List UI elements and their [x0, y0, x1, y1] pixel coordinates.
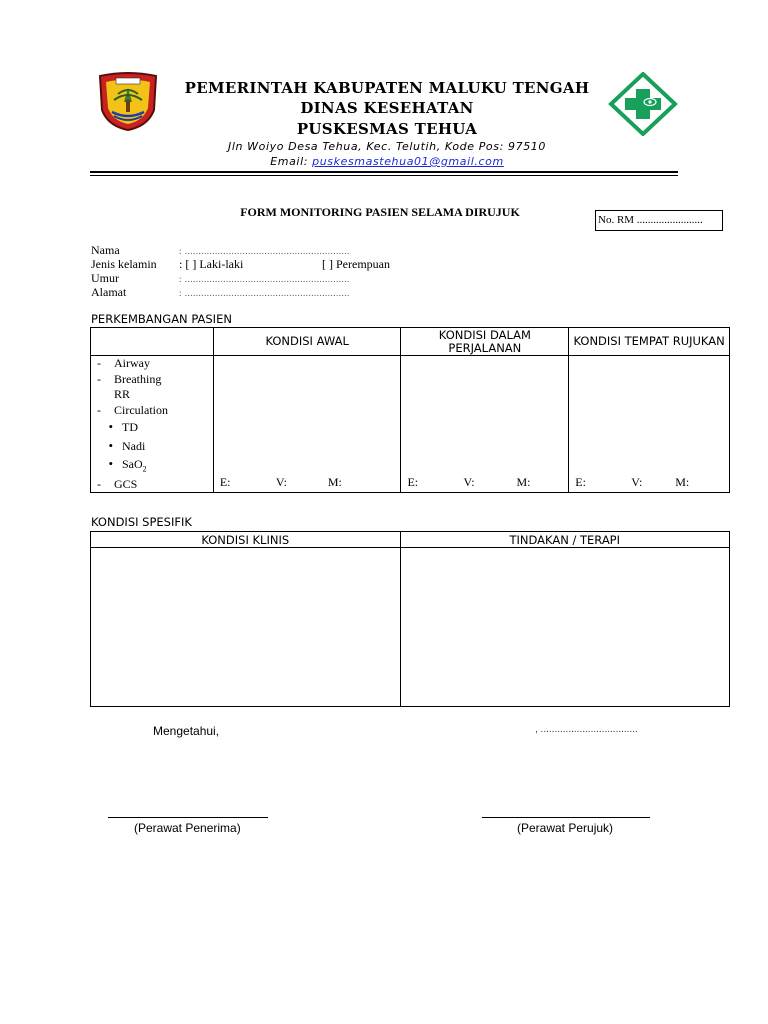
header-line-3: PUSKESMAS TEHUA	[296, 120, 478, 138]
role-perawat-penerima: (Perawat Penerima)	[134, 821, 241, 835]
field-value-nama[interactable]: : ............................................................	[179, 246, 350, 256]
bullet-icon	[97, 419, 122, 436]
email-label: Email:	[270, 155, 309, 168]
list-item: RR	[114, 387, 131, 401]
gcs-e-label: E:	[575, 475, 586, 490]
gcs-m-label: M:	[675, 475, 690, 490]
bullet-icon	[97, 438, 122, 455]
parameter-list-cell	[91, 356, 214, 493]
gcs-v-label: V:	[631, 475, 643, 490]
section-title-spesifik: KONDISI SPESIFIK	[91, 515, 192, 529]
kondisi-rujukan-cell[interactable]	[569, 356, 730, 493]
list-item: - Airway	[97, 356, 150, 370]
tindakan-terapi-cell[interactable]	[400, 548, 730, 707]
no-rm-field[interactable]: No. RM ........................	[595, 210, 723, 231]
field-value-alamat[interactable]: : ............................................................	[179, 288, 350, 298]
parameter-list	[91, 356, 213, 492]
gcs-e-label: E:	[219, 475, 231, 490]
checkbox-perempuan[interactable]: [ ] Perempuan	[322, 257, 390, 271]
perkembangan-table	[90, 327, 730, 493]
gcs-v-label: V:	[275, 475, 287, 490]
puskesmas-cross-logo	[608, 72, 678, 136]
header-kondisi-rujukan: KONDISI TEMPAT RUJUKAN	[569, 328, 730, 356]
date-field[interactable]: , ...................................	[535, 724, 638, 735]
bullet-icon	[97, 456, 122, 473]
kondisi-awal-cell[interactable]	[213, 356, 401, 493]
field-label-nama: Nama	[91, 243, 120, 257]
field-label-alamat: Alamat	[91, 285, 127, 299]
header-tindakan-terapi: TINDAKAN / TERAPI	[400, 532, 730, 548]
email-link[interactable]: puskesmastehua01@gmail.com	[312, 155, 504, 168]
list-item: •Nadi	[97, 438, 213, 455]
section-title-perkembangan: PERKEMBANGAN PASIEN	[91, 312, 232, 326]
signature-line-perujuk	[482, 817, 650, 818]
kondisi-perjalanan-cell[interactable]	[401, 356, 569, 493]
field-label-jenis-kelamin: Jenis kelamin	[91, 257, 157, 271]
gcs-m-label: M:	[327, 475, 342, 490]
kondisi-klinis-cell[interactable]	[91, 548, 401, 707]
header-email-row	[170, 155, 604, 168]
list-item: - GCS	[97, 476, 138, 491]
list-item: •TD	[97, 419, 213, 436]
list-item: •SaO$_2$	[97, 456, 213, 477]
gcs-v-label: V:	[463, 475, 475, 490]
header-kondisi-awal: KONDISI AWAL	[213, 328, 401, 356]
header-address: Jln Woiyo Desa Tehua, Kec. Telutih, Kode Pos: 97510	[228, 140, 546, 153]
signature-line-penerima	[108, 817, 268, 818]
field-label-umur: Umur	[91, 271, 119, 285]
header-line-2: DINAS KESEHATAN	[300, 99, 474, 117]
header-kondisi-klinis: KONDISI KLINIS	[91, 532, 401, 548]
checkbox-laki-laki[interactable]: : [ ] Laki-laki	[179, 257, 244, 271]
field-value-umur[interactable]: : ............................................................	[179, 274, 350, 284]
header-rule-thick	[90, 171, 678, 173]
mengetahui-label: Mengetahui,	[153, 724, 220, 738]
kabupaten-crest-logo	[96, 72, 160, 132]
spesifik-table	[90, 531, 730, 707]
gcs-e-label: E:	[407, 475, 419, 490]
header-rule-thin	[90, 175, 678, 176]
role-perawat-perujuk: (Perawat Perujuk)	[517, 821, 614, 835]
list-item: - Circulation	[97, 402, 168, 417]
header-kondisi-perjalanan: KONDISI DALAM PERJALANAN	[401, 328, 569, 356]
gcs-m-label: M:	[516, 475, 531, 490]
table-header-empty	[91, 328, 214, 356]
list-item: - Breathing	[97, 371, 162, 386]
form-title: FORM MONITORING PASIEN SELAMA DIRUJUK	[240, 205, 520, 219]
header-line-1: PEMERINTAH KABUPATEN MALUKU TENGAH	[184, 79, 590, 97]
